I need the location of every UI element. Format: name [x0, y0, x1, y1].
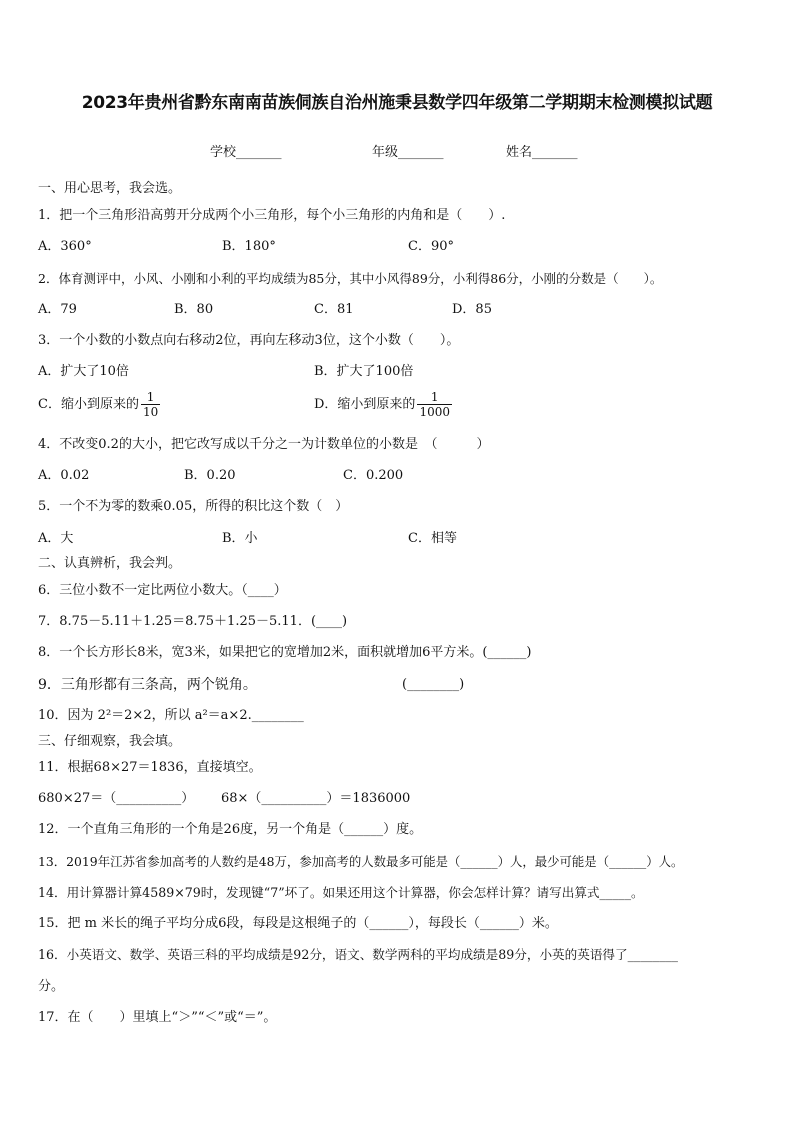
q3-option-a: A．扩大了10倍 — [38, 364, 129, 379]
question-5: 5．一个不为零的数乘0.05，所得的积比这个数（ ） — [38, 499, 349, 514]
school-field: 学校_______ — [210, 145, 282, 160]
question-11: 11．根据68×27＝1836，直接填空。 — [38, 760, 262, 775]
question-9-blank: (________) — [402, 677, 465, 692]
q2-option-d: D．85 — [452, 302, 492, 317]
question-9: 9．三角形都有三条高，两个锐角。 — [38, 677, 257, 693]
q4-option-c: C．0.200 — [343, 468, 404, 483]
question-6: 6．三位小数不一定比两位小数大。（____） — [38, 583, 287, 598]
q3-option-c-label: C．缩小到原来的 — [38, 397, 139, 412]
question-3: 3．一个小数的小数点向右移动2位，再向左移动3位，这个小数（ ）。 — [38, 333, 460, 348]
q4-option-b: B．0.20 — [184, 468, 236, 483]
section-3-heading: 三、仔细观察，我会填。 — [38, 734, 182, 749]
q1-option-a: A．360° — [38, 239, 92, 254]
q5-option-a: A．大 — [38, 531, 74, 546]
fraction-denominator: 10 — [142, 405, 159, 419]
q2-option-a: A．79 — [38, 302, 77, 317]
question-13: 13．2019年江苏省参加高考的人数约是48万，参加高考的人数最多可能是（______）人，最少可能是（______）人。 — [38, 854, 684, 869]
name-field: 姓名_______ — [506, 145, 578, 160]
section-1-heading: 一、用心思考，我会选。 — [38, 181, 182, 196]
section-2-heading: 二、认真辨析，我会判。 — [38, 556, 182, 571]
q1-option-b: B．180° — [222, 239, 276, 254]
fraction-denominator: 1000 — [419, 405, 450, 419]
q2-option-c: C．81 — [314, 302, 354, 317]
q3-option-d-label: D．缩小到原来的 — [314, 397, 416, 412]
q5-option-b: B．小 — [222, 531, 258, 546]
q3-option-d — [314, 390, 452, 419]
q1-option-c: C．90° — [408, 239, 454, 254]
question-14: 14．用计算器计算4589×79时，发现键“7”坏了。如果还用这个计算器，你会怎样计算？请写出算式_____。 — [38, 885, 644, 900]
question-8: 8．一个长方形长8米，宽3米，如果把它的宽增加2米，面积就增加6平方米。(______) — [38, 645, 532, 660]
q3-option-c — [38, 390, 160, 419]
question-15: 15．把 m 米长的绳子平均分成6段，每段是这根绳子的（______），每段长（______）米。 — [38, 916, 558, 931]
question-17: 17．在（ ）里填上“＞”“＜”或“＝”。 — [38, 1010, 277, 1025]
q3-option-c-fraction — [141, 390, 160, 419]
grade-field: 年级_______ — [372, 145, 444, 160]
q3-option-b: B．扩大了100倍 — [314, 364, 414, 379]
q11-blank-b: 68×（__________）＝1836000 — [221, 791, 411, 806]
q5-option-c: C．相等 — [408, 531, 457, 546]
q11-blank-a: 680×27＝（__________） — [38, 791, 195, 806]
question-4: 4．不改变0.2的大小，把它改写成以千分之一为计数单位的小数是 （ ） — [38, 437, 490, 452]
question-12: 12．一个直角三角形的一个角是26度，另一个角是（______）度。 — [38, 822, 423, 837]
q4-option-a: A．0.02 — [38, 468, 90, 483]
question-7: 7．8.75－5.11＋1.25＝8.75＋1.25－5.11．(____) — [38, 614, 348, 629]
question-16: 16．小英语文、数学、英语三科的平均成绩是92分，语文、数学两科的平均成绩是89分，小英的英语得了________ — [38, 947, 678, 962]
q2-option-b: B．80 — [174, 302, 214, 317]
question-10: 10．因为 2²＝2×2，所以 a²＝a×2.________ — [38, 708, 304, 723]
question-16-unit: 分。 — [38, 979, 65, 994]
fraction-numerator: 1 — [430, 390, 439, 404]
q3-option-d-fraction — [417, 390, 452, 419]
page-title: 2023年贵州省黔东南南苗族侗族自治州施秉县数学四年级第二学期期末检测模拟试题 — [81, 93, 713, 113]
question-1: 1．把一个三角形沿高剪开分成两个小三角形，每个小三角形的内角和是（ ）. — [38, 208, 506, 223]
question-2: 2．体育测评中，小风、小刚和小利的平均成绩为85分，其中小风得89分，小利得86分，小刚的分数是（ ）。 — [38, 271, 663, 286]
fraction-numerator: 1 — [146, 390, 155, 404]
